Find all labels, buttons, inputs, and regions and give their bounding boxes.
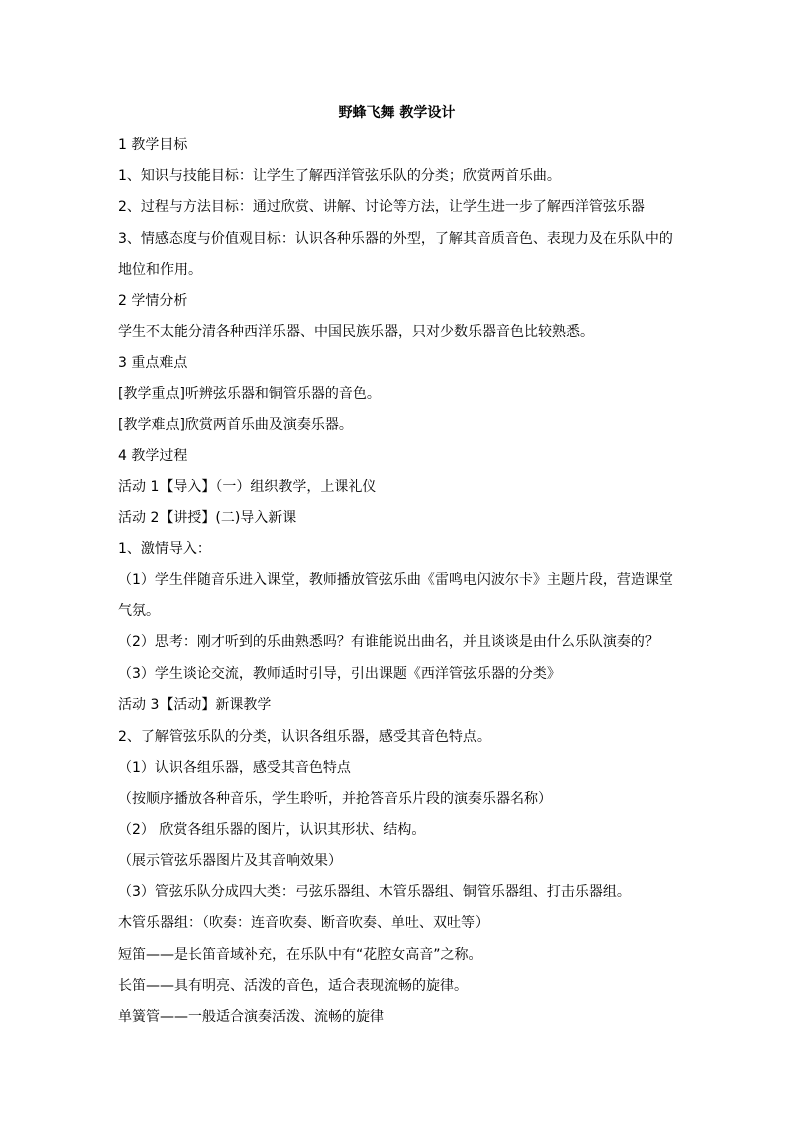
paragraph-line: 长笛——具有明亮、活泼的音色，适合表现流畅的旋律。 [118, 978, 468, 994]
paragraph-line: （1）学生伴随音乐进入课堂，教师播放管弦乐曲《雷鸣电闪波尔卡》主题片段，营造课堂 [118, 572, 673, 588]
section-heading-objectives: 1 教学目标 [118, 137, 188, 153]
paragraph-line: 3、情感态度与价值观目标：认识各种乐器的外型，了解其音质音色、表现力及在乐队中的 [118, 231, 673, 247]
paragraph-line: 单簧管——一般适合演奏活泼、流畅的旋律 [118, 1009, 384, 1025]
paragraph-line: 2、了解管弦乐队的分类，认识各组乐器，感受其音色特点。 [118, 729, 491, 745]
paragraph-line: 气氛。 [118, 603, 160, 619]
section-heading-analysis: 2 学情分析 [118, 293, 188, 309]
paragraph-line: 1、知识与技能目标：让学生了解西洋管弦乐队的分类；欣赏两首乐曲。 [118, 168, 561, 184]
paragraph-line: 木管乐器组：（吹奏：连音吹奏、断音吹奏、单吐、双吐等） [118, 915, 489, 931]
paragraph-line: 2、过程与方法目标：通过欣赏、讲解、讨论等方法，让学生进一步了解西洋管弦乐器 [118, 199, 645, 215]
paragraph-line: 活动 3【活动】新课教学 [118, 697, 272, 713]
paragraph-line: （展示管弦乐器图片及其音响效果） [118, 853, 342, 869]
paragraph-line: [教学重点]听辨弦乐器和铜管乐器的音色。 [118, 386, 381, 402]
document-title: 野蜂飞舞 教学设计 [338, 105, 456, 121]
paragraph-line: [教学难点]欣赏两首乐曲及演奏乐器。 [118, 417, 353, 433]
section-heading-process: 4 教学过程 [118, 448, 188, 464]
paragraph-line: 1、激情导入： [118, 541, 211, 557]
paragraph-line: （2） 欣赏各组乐器的图片，认识其形状、结构。 [118, 822, 426, 838]
paragraph-line: （3）管弦乐队分成四大类：弓弦乐器组、木管乐器组、铜管乐器组、打击乐器组。 [118, 884, 631, 900]
paragraph-line: （2）思考：刚才听到的乐曲熟悉吗？有谁能说出曲名，并且谈谈是由什么乐队演奏的？ [118, 634, 659, 650]
paragraph-line: （3）学生谈论交流，教师适时引导，引出课题《西洋管弦乐器的分类》 [118, 666, 561, 682]
paragraph-line: （1）认识各组乐器，感受其音色特点 [118, 760, 351, 776]
paragraph-line: （按顺序播放各种音乐，学生聆听，并抢答音乐片段的演奏乐器名称） [118, 791, 552, 807]
paragraph-line: 活动 1【导入】（一）组织教学，上课礼仪 [118, 479, 377, 495]
paragraph-line: 地位和作用。 [118, 262, 202, 278]
paragraph-line: 短笛——是长笛音域补充，在乐队中有“花腔女高音”之称。 [118, 947, 483, 963]
paragraph-line: 学生不太能分清各种西洋乐器、中国民族乐器，只对少数乐器音色比较熟悉。 [118, 324, 594, 340]
section-heading-focus: 3 重点难点 [118, 355, 188, 371]
paragraph-line: 活动 2【讲授】(二)导入新课 [118, 510, 297, 526]
